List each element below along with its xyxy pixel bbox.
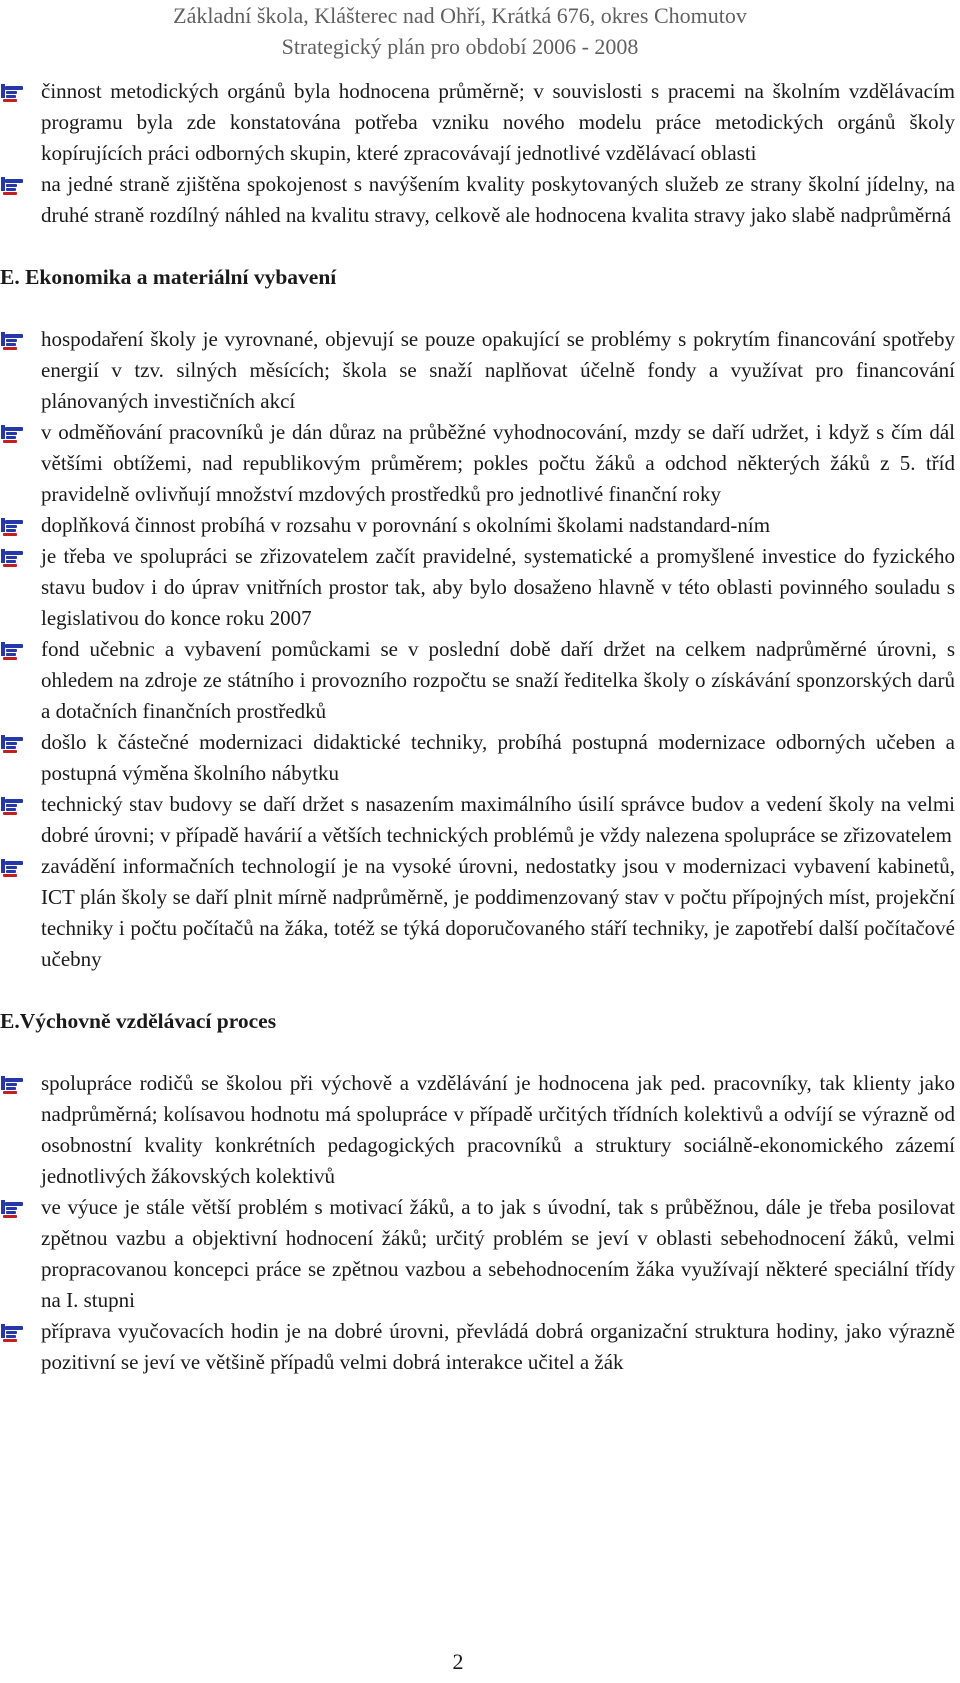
plan-title: Strategický plán pro období 2006 - 2008	[281, 34, 639, 59]
list-item	[0, 541, 955, 634]
list-item	[0, 1316, 955, 1378]
list-item	[0, 510, 955, 541]
section-heading-economy: E. Ekonomika a materiální vybavení	[0, 265, 337, 289]
list-item-text: na jedné straně zjištěna spokojenost s navýšením kvality poskytovaných služeb ze strany školní jídelny, na druhé straně rozdílný náhled na kvalitu stravy, celkově ale hodnocena kvalita stravy jako slabě nadprůměrná	[41, 172, 955, 227]
list-item-text: příprava vyučovacích hodin je na dobré úrovni, převládá dobrá organizační struktura hodiny, jako výrazně pozitivní se jeví ve většině případů velmi dobrá interakce učitel a žák	[41, 1319, 955, 1374]
list-item-text: zavádění informačních technologií je na vysoké úrovni, nedostatky jsou v modernizaci vybavení kabinetů, ICT plán školy se daří plnit mírně nadprůměrně, je poddimenzovaný stav v počtu přípojných míst, projekční techniky i počtu počítačů na žáka, totéž se týká doporučovaného stáří techniky, je zapotřebí další počítačové učebny	[41, 854, 955, 971]
page-header	[0, 0, 960, 62]
list-item-text: technický stav budovy se daří držet s nasazením maximálního úsilí správce budov a vedení školy na velmi dobré úrovni; v případě havárií a větších technických problémů je vždy nalezena spolupráce se zřizovatelem	[41, 792, 955, 847]
list-item	[0, 417, 955, 510]
hand-pointing-right-icon	[0, 1197, 24, 1219]
list-item	[0, 789, 955, 851]
hand-pointing-right-icon	[0, 1073, 24, 1095]
list-item	[0, 851, 955, 975]
economy-list	[0, 324, 960, 975]
page-number: 2	[452, 1649, 464, 1674]
list-item	[0, 634, 955, 727]
hand-pointing-right-icon	[0, 422, 24, 444]
section-heading-education: E.Výchovně vzdělávací proces	[0, 1009, 277, 1033]
hand-pointing-right-icon	[0, 1321, 24, 1343]
list-item	[0, 169, 955, 231]
list-item-text: ve výuce je stále větší problém s motivací žáků, a to jak s úvodní, tak s průběžnou, dále je třeba posilovat zpětnou vazbu a objektivní hodnocení žáků; určitý problém se jeví v oblasti sebehodnocení žáků, velmi propracovanou koncepci práce se zpětnou vazbou a sebehodnocením žáka využívají některé speciální třídy na I. stupni	[41, 1195, 955, 1312]
list-item	[0, 727, 955, 789]
school-name: Základní škola, Klášterec nad Ohří, Krátká 676, okres Chomutov	[173, 3, 747, 28]
list-item-text: v odměňování pracovníků je dán důraz na průběžné vyhodnocování, mzdy se daří udržet, i když s čím dál většími obtížemi, nad republikovým průměrem; pokles počtu žáků a odchod některých žáků z 5. tříd pravidelně ovlivňují množství mzdových prostředků pro jednotlivé finanční roky	[41, 420, 955, 506]
hand-pointing-right-icon	[0, 856, 24, 878]
list-item	[0, 1192, 955, 1316]
hand-pointing-right-icon	[0, 546, 24, 568]
list-item	[0, 76, 955, 169]
hand-pointing-right-icon	[0, 515, 24, 537]
list-item-text: hospodaření školy je vyrovnané, objevují se pouze opakující se problémy s pokrytím financování spotřeby energií v tzv. silných měsících; škola se snaží naplňovat účelně fondy a využívat pro financování plánovaných investičních akcí	[41, 327, 955, 413]
list-item-text: fond učebnic a vybavení pomůckami se v poslední době daří držet na celkem nadprůměrné úrovni, s ohledem na zdroje ze státního i provozního rozpočtu se snaží ředitelka školy o získávání sponzorských darů a dotačních finančních prostředků	[41, 637, 955, 723]
list-item	[0, 324, 955, 417]
document-body	[0, 76, 960, 1378]
education-list	[0, 1068, 960, 1378]
hand-pointing-right-icon	[0, 329, 24, 351]
hand-pointing-right-icon	[0, 174, 24, 196]
list-item-text: činnost metodických orgánů byla hodnocena průměrně; v souvislosti s pracemi na školním vzdělávacím programu byla zde konstatována potřeba vzniku nového modelu práce metodických orgánů školy kopírujících práci odborných skupin, které zpracovávají jednotlivé vzdělávací oblasti	[41, 79, 955, 165]
intro-list	[0, 76, 960, 231]
list-item-text: je třeba ve spolupráci se zřizovatelem začít pravidelné, systematické a promyšlené investice do fyzického stavu budov i do úprav vnitřních prostor tak, aby bylo dosaženo hlavně v této oblasti povinného souladu s legislativou do konce roku 2007	[41, 544, 955, 630]
list-item	[0, 1068, 955, 1192]
list-item-text: spolupráce rodičů se školou při výchově a vzdělávání je hodnocena jak ped. pracovníky, tak klienty jako nadprůměrná; kolísavou hodnotu má spolupráce v případě určitých třídních kolektivů a odvíjí se výrazně od osobnostní kvality konkrétních pedagogických pracovníků a struktury sociálně-ekonomického zázemí jednotlivých žákovských kolektivů	[41, 1071, 955, 1188]
list-item-text: došlo k částečné modernizaci didaktické techniky, probíhá postupná modernizace odborných učeben a postupná výměna školního nábytku	[41, 730, 955, 785]
list-item-text: doplňková činnost probíhá v rozsahu v porovnání s okolními školami nadstandard-ním	[41, 513, 771, 537]
hand-pointing-right-icon	[0, 732, 24, 754]
hand-pointing-right-icon	[0, 639, 24, 661]
hand-pointing-right-icon	[0, 81, 24, 103]
hand-pointing-right-icon	[0, 794, 24, 816]
